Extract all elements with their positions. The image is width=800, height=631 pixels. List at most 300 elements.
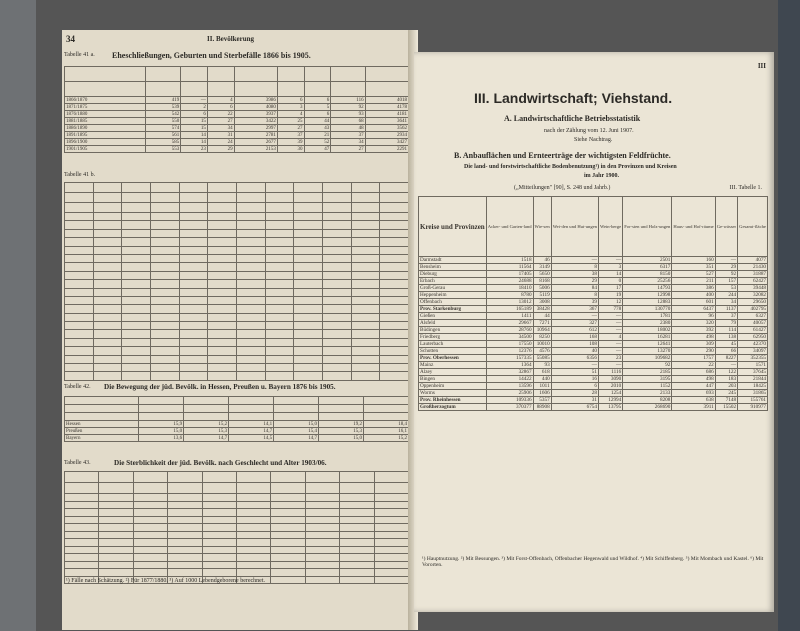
- table-cell: 2934: [365, 132, 408, 139]
- book-cover-edge: [778, 0, 800, 631]
- table-cell: [374, 509, 408, 517]
- table-cell: [319, 397, 364, 405]
- table-cell: 392: [672, 327, 715, 334]
- table-cell: [146, 67, 181, 82]
- table-cell: [236, 254, 265, 262]
- table-cell: [265, 313, 294, 321]
- table-cell: [271, 539, 305, 547]
- table-cell: 116: [331, 97, 365, 104]
- table-cell: 34500: [486, 334, 533, 341]
- table-cell: [179, 213, 208, 221]
- table-cell: 440: [533, 376, 551, 383]
- table-cell: [265, 296, 294, 304]
- table-42-label: Tabelle 42.: [64, 384, 91, 390]
- table-cell: 62427: [738, 278, 768, 285]
- table-row: [65, 263, 409, 271]
- table-cell: 8250: [533, 334, 551, 341]
- table-cell: [168, 501, 202, 509]
- table-cell: [374, 531, 408, 539]
- table-cell: [294, 347, 323, 355]
- table-row: [65, 364, 409, 372]
- table-cell: [99, 546, 133, 554]
- table-cell: [99, 509, 133, 517]
- table-cell: [236, 554, 270, 562]
- table-cell: 3911: [672, 404, 715, 411]
- table-cell: [265, 355, 294, 363]
- table-cell: [294, 246, 323, 254]
- table-cell: 12641: [623, 341, 672, 348]
- table-cell: Bayern: [65, 435, 139, 442]
- table-cell: [65, 82, 146, 97]
- table-cell: [236, 501, 270, 509]
- table-cell: [236, 203, 265, 213]
- table-cell: 28760: [486, 327, 533, 334]
- table-row: [65, 397, 409, 405]
- table-cell: 3422: [234, 118, 277, 125]
- table-cell: [271, 554, 305, 562]
- table-cell: [99, 561, 133, 569]
- table-cell: [139, 413, 184, 421]
- table-cell: [305, 516, 339, 524]
- table-row: [419, 369, 768, 376]
- table-cell: [277, 67, 304, 82]
- table-cell: 92: [623, 362, 672, 369]
- table-cell: 402795: [738, 306, 768, 313]
- table-cell: [294, 296, 323, 304]
- table-cell: [65, 531, 99, 539]
- table-cell: [304, 82, 331, 97]
- table-cell: 309: [672, 341, 715, 348]
- section-b-title: B. Anbauflächen und Ernteerträge der wichtigsten Feldfrüchte.: [454, 151, 671, 160]
- table-cell: [179, 347, 208, 355]
- table-cell: [236, 280, 265, 288]
- table-cell: [322, 364, 351, 372]
- table-cell: 34097: [738, 348, 768, 355]
- table-cell: 2291: [365, 146, 408, 153]
- table-cell: 14,5: [229, 435, 274, 442]
- table-cell: 6327: [738, 313, 768, 320]
- table-cell: [322, 322, 351, 330]
- table-cell: [340, 531, 374, 539]
- table-cell: [305, 561, 339, 569]
- table-cell: [65, 397, 139, 405]
- table-cell: [99, 483, 133, 494]
- table-cell: [65, 193, 94, 203]
- table-cell: Schotten: [419, 348, 487, 355]
- table-cell: 55085: [533, 355, 551, 362]
- table-cell: [351, 183, 380, 193]
- table-cell: 320: [672, 320, 715, 327]
- table-cell: [380, 288, 409, 296]
- table-cell: [150, 263, 179, 271]
- table-cell: [322, 288, 351, 296]
- table-row: [419, 285, 768, 292]
- table-43-label: Tabelle 43.: [64, 460, 91, 466]
- table-cell: [271, 509, 305, 517]
- table-cell: [351, 288, 380, 296]
- table-cell: [229, 405, 274, 413]
- table-cell: [380, 372, 409, 380]
- table-cell: 1571: [738, 362, 768, 369]
- table-cell: [331, 82, 365, 97]
- table-cell: [374, 546, 408, 554]
- table-row: [419, 257, 768, 264]
- table-cell: [133, 539, 167, 547]
- table-cell: [122, 347, 151, 355]
- table-cell: [93, 271, 122, 279]
- table-cell: [133, 554, 167, 562]
- table-cell: 25256: [623, 278, 672, 285]
- table-cell: 367: [551, 306, 598, 313]
- table-cell: [202, 546, 236, 554]
- table-cell: Alzey: [419, 369, 487, 376]
- table-cell: [236, 288, 265, 296]
- table-cell: 585: [146, 139, 181, 146]
- table-cell: [294, 238, 323, 246]
- table-cell: [150, 338, 179, 346]
- table-label: III. Tabelle 1.: [729, 185, 762, 191]
- table-cell: [208, 322, 237, 330]
- table-cell: 4: [598, 334, 622, 341]
- table-cell: 245: [715, 390, 737, 397]
- table-cell: Großherzogtum: [419, 404, 487, 411]
- table-cell: [322, 330, 351, 338]
- table-cell: [271, 531, 305, 539]
- table-cell: [168, 554, 202, 562]
- table-cell: [168, 524, 202, 532]
- table-row: [419, 376, 768, 383]
- table-cell: [179, 313, 208, 321]
- table-cell: [294, 322, 323, 330]
- table-cell: [93, 213, 122, 221]
- table-row: [419, 390, 768, 397]
- table-cell: [65, 347, 94, 355]
- table-cell: [294, 364, 323, 372]
- table-cell: 61427: [738, 327, 768, 334]
- table-cell: 183: [715, 376, 737, 383]
- table-cell: [351, 229, 380, 237]
- table-cell: 18425: [738, 383, 768, 390]
- table-cell: Dieburg: [419, 271, 487, 278]
- table-cell: [202, 483, 236, 494]
- table-cell: [236, 238, 265, 246]
- table-cell: [265, 364, 294, 372]
- table-cell: [65, 254, 94, 262]
- table-cell: 419: [146, 97, 181, 104]
- table-cell: Preußen: [65, 428, 139, 435]
- table-cell: [150, 213, 179, 221]
- table-cell: [294, 313, 323, 321]
- table-cell: 6317: [623, 264, 672, 271]
- table-cell: 12: [598, 299, 622, 306]
- table-cell: 109682: [623, 355, 672, 362]
- table-cell: [65, 516, 99, 524]
- table-cell: [179, 372, 208, 380]
- table-cell: 15,4: [274, 428, 319, 435]
- table-cell: 88908: [533, 404, 551, 411]
- table-cell: [265, 338, 294, 346]
- table-cell: Alsfeld: [419, 320, 487, 327]
- table-cell: [340, 524, 374, 532]
- table-cell: [122, 238, 151, 246]
- table-cell: 21430: [738, 264, 768, 271]
- table-cell: 114: [715, 327, 737, 334]
- table-cell: 3008: [533, 299, 551, 306]
- table-cell: [122, 364, 151, 372]
- table-cell: Gießen: [419, 313, 487, 320]
- table-cell: [374, 539, 408, 547]
- table-cell: [265, 193, 294, 203]
- table-row: [419, 355, 768, 362]
- table-cell: [65, 539, 99, 547]
- table-cell: 79: [715, 320, 737, 327]
- table-cell: [236, 213, 265, 221]
- table-row: [419, 334, 768, 341]
- table-cell: [374, 472, 408, 483]
- table-cell: [184, 413, 229, 421]
- table-cell: 31: [207, 132, 234, 139]
- table-cell: [93, 221, 122, 229]
- table-cell: —: [715, 362, 737, 369]
- table-cell: [202, 561, 236, 569]
- table-cell: [340, 516, 374, 524]
- table-cell: 13012: [486, 299, 533, 306]
- table-row: [65, 355, 409, 363]
- table-cell: 16281: [623, 334, 672, 341]
- table-row: [65, 111, 409, 118]
- table-cell: [294, 288, 323, 296]
- table-cell: [65, 338, 94, 346]
- table-cell: [208, 221, 237, 229]
- table-row: [65, 118, 409, 125]
- table-cell: 7148: [715, 397, 737, 404]
- table-cell: 1901/1905: [65, 146, 146, 153]
- table-cell: —: [551, 313, 598, 320]
- table-cell: [265, 183, 294, 193]
- table-row: [419, 278, 768, 285]
- table-cell: 574: [146, 125, 181, 132]
- table-cell: [265, 305, 294, 313]
- table-cell: [208, 254, 237, 262]
- column-header: Wei-den und Hut-ungen: [551, 197, 598, 257]
- table-cell: [265, 280, 294, 288]
- main-title: III. Landwirtschaft; Viehstand.: [474, 90, 673, 106]
- table-cell: [122, 305, 151, 313]
- table-cell: 29: [207, 146, 234, 153]
- table-cell: [139, 397, 184, 405]
- table-cell: 53: [715, 285, 737, 292]
- table-cell: 4576: [533, 348, 551, 355]
- table-cell: 27: [277, 125, 304, 132]
- table-cell: 539: [146, 104, 181, 111]
- table-cell: 31887: [738, 271, 768, 278]
- table-cell: [93, 254, 122, 262]
- table-cell: [305, 494, 339, 502]
- table-cell: [351, 372, 380, 380]
- table-cell: [305, 509, 339, 517]
- table-cell: [305, 569, 339, 577]
- table-cell: 211: [672, 278, 715, 285]
- table-cell: [179, 254, 208, 262]
- table-cell: 13596: [486, 383, 533, 390]
- table-cell: 66: [715, 348, 737, 355]
- table-cell: [122, 213, 151, 221]
- table-cell: [93, 280, 122, 288]
- table-cell: [208, 364, 237, 372]
- table-cell: —: [598, 313, 622, 320]
- table-cell: [322, 221, 351, 229]
- table-cell: [65, 554, 99, 562]
- table-cell: [374, 561, 408, 569]
- table-cell: [202, 531, 236, 539]
- table-cell: [181, 82, 208, 97]
- table-row: [65, 104, 409, 111]
- table-cell: [271, 494, 305, 502]
- table-cell: 8: [551, 292, 598, 299]
- table-cell: [150, 364, 179, 372]
- table-cell: [208, 347, 237, 355]
- table-cell: 6754: [551, 404, 598, 411]
- table-cell: [236, 355, 265, 363]
- table-cell: 2997: [234, 125, 277, 132]
- table-cell: 157: [715, 278, 737, 285]
- table-cell: 34: [207, 125, 234, 132]
- section-a-subtitle: nach der Zählung vom 12. Juni 1907.: [544, 128, 634, 134]
- table-cell: 4: [277, 111, 304, 118]
- table-cell: Heppenheim: [419, 292, 487, 299]
- table-cell: 6: [207, 104, 234, 111]
- table-cell: [365, 67, 408, 82]
- column-header: Wein-berge: [598, 197, 622, 257]
- table-row: [65, 146, 409, 153]
- table-cell: 8168: [533, 278, 551, 285]
- table-cell: [122, 246, 151, 254]
- table-cell: [305, 483, 339, 494]
- table-cell: [179, 246, 208, 254]
- table-cell: [202, 509, 236, 517]
- table-cell: 44: [533, 313, 551, 320]
- table-cell: [65, 296, 94, 304]
- table-cell: 160: [672, 257, 715, 264]
- table-cell: 203: [715, 383, 737, 390]
- table-row: [65, 435, 409, 442]
- table-cell: [305, 546, 339, 554]
- table-cell: Prov. Starkenburg: [419, 306, 487, 313]
- table-row: [419, 327, 768, 334]
- table-cell: [150, 355, 179, 363]
- table-cell: [380, 193, 409, 203]
- table-cell: [380, 263, 409, 271]
- table-cell: [380, 254, 409, 262]
- table-cell: 15: [181, 125, 208, 132]
- table-cell: 96: [672, 313, 715, 320]
- table-cell: [236, 561, 270, 569]
- table-cell: [208, 296, 237, 304]
- table-cell: [380, 238, 409, 246]
- table-cell: [179, 322, 208, 330]
- table-cell: [146, 82, 181, 97]
- table-cell: [133, 531, 167, 539]
- table-cell: [322, 213, 351, 221]
- table-cell: Darmstadt: [419, 257, 487, 264]
- table-cell: 4178: [365, 104, 408, 111]
- table-43: [64, 471, 409, 584]
- table-cell: [305, 576, 339, 584]
- table-cell: [179, 288, 208, 296]
- table-cell: 15: [181, 118, 208, 125]
- table-cell: [65, 483, 99, 494]
- table-cell: [351, 193, 380, 203]
- table-row: [65, 82, 409, 97]
- table-cell: 1871/1875: [65, 104, 146, 111]
- right-page: [414, 52, 774, 612]
- table-cell: [208, 263, 237, 271]
- table-cell: [99, 539, 133, 547]
- table-cell: [380, 213, 409, 221]
- table-cell: [133, 524, 167, 532]
- table-cell: [236, 483, 270, 494]
- page-marker: III: [757, 62, 766, 70]
- column-header: Gesamt-fläche: [738, 197, 768, 257]
- table-cell: Erbach: [419, 278, 487, 285]
- table-cell: 3195: [623, 376, 672, 383]
- table-cell: [236, 322, 265, 330]
- table-cell: [322, 203, 351, 213]
- table-cell: [150, 288, 179, 296]
- table-cell: 29650: [738, 299, 768, 306]
- table-cell: —: [715, 257, 737, 264]
- running-head: II. Bevölkerung: [207, 35, 255, 43]
- table-cell: 27: [331, 146, 365, 153]
- table-cell: [150, 271, 179, 279]
- table-cell: [363, 405, 408, 413]
- table-cell: 17405: [486, 271, 533, 278]
- table-cell: 6: [277, 97, 304, 104]
- table-cell: 14: [181, 132, 208, 139]
- table-cell: 93: [533, 362, 551, 369]
- table-row: [65, 271, 409, 279]
- table-cell: 25906: [486, 390, 533, 397]
- table-cell: [340, 501, 374, 509]
- table-cell: [294, 193, 323, 203]
- table-cell: Oppenheim: [419, 383, 487, 390]
- table-cell: —: [551, 362, 598, 369]
- table-row: [65, 509, 409, 517]
- table-cell: [168, 494, 202, 502]
- table-cell: [351, 213, 380, 221]
- table-cell: 5357: [533, 397, 551, 404]
- source-note: („Mitteilungen" [90], S. 248 und Jahrb.): [514, 185, 611, 191]
- table-cell: [150, 229, 179, 237]
- table-cell: [93, 330, 122, 338]
- table-row: [65, 193, 409, 203]
- table-cell: 612: [551, 327, 598, 334]
- table-cell: [150, 280, 179, 288]
- table-cell: [93, 296, 122, 304]
- table-row: [65, 413, 409, 421]
- table-cell: 1254: [598, 390, 622, 397]
- table-cell: Bensheim: [419, 264, 487, 271]
- table-cell: [374, 501, 408, 509]
- table-cell: [179, 229, 208, 237]
- table-cell: [236, 263, 265, 271]
- table-cell: [93, 203, 122, 213]
- table-cell: [265, 203, 294, 213]
- table-cell: [374, 516, 408, 524]
- table-cell: 14,1: [229, 421, 274, 428]
- table-cell: [168, 546, 202, 554]
- table-row: [65, 561, 409, 569]
